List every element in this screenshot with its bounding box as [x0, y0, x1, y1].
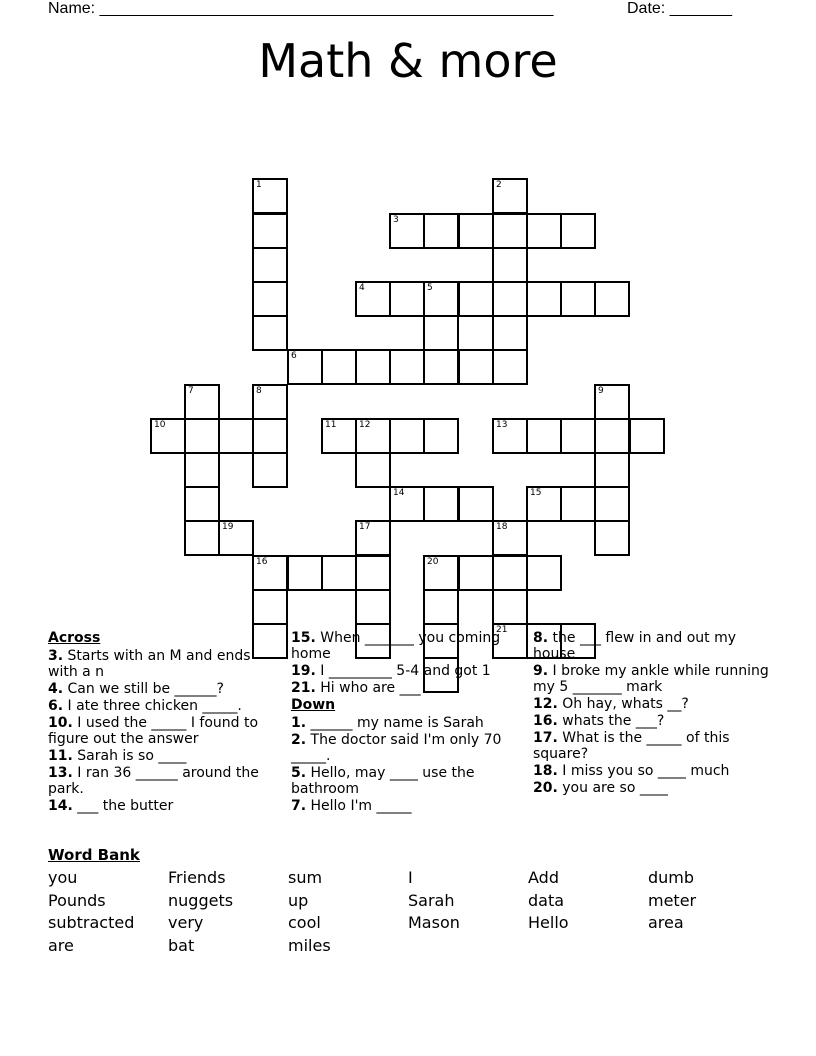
across-clues-column-1 [48, 630, 280, 815]
word-bank-word: are [48, 936, 74, 955]
clue-number: 3 [393, 215, 399, 225]
clue-down-2: 2. The doctor said I'm only 70 _____. [291, 732, 502, 764]
word-bank-word: up [288, 891, 309, 910]
word-bank-word: Mason [408, 913, 460, 932]
grid-cell[interactable] [218, 418, 254, 454]
grid-cell[interactable] [252, 452, 288, 488]
word-bank-word: bat [168, 936, 195, 955]
grid-cell[interactable] [252, 555, 288, 591]
word-bank-word: I [408, 868, 413, 887]
clue-across-21: 21. Hi who are ___ [291, 680, 421, 696]
clue-number: 21 [496, 625, 508, 635]
grid-cell[interactable] [594, 486, 630, 522]
grid-cell[interactable] [389, 486, 425, 522]
clue-number: 4 [359, 283, 365, 293]
down-heading: Down [291, 697, 336, 713]
word-bank-word: Sarah [408, 891, 455, 910]
grid-cell[interactable] [355, 555, 391, 591]
clue-down-16: 16. whats the ___? [533, 713, 665, 729]
clue-down-20: 20. you are so ____ [533, 780, 668, 796]
clue-number: 15 [530, 488, 542, 498]
grid-cell[interactable] [594, 418, 630, 454]
page-title: Math & more [258, 34, 558, 88]
clue-across-6: 6. I ate three chicken _____. [48, 698, 242, 714]
clue-down-7: 7. Hello I'm _____ [291, 798, 412, 814]
grid-cell[interactable] [252, 213, 288, 249]
grid-cell[interactable] [629, 418, 665, 454]
clue-number: 9 [598, 386, 604, 396]
grid-cell[interactable] [492, 520, 528, 556]
grid-cell[interactable] [492, 315, 528, 351]
grid-cell[interactable] [252, 384, 288, 420]
date-field-label: Date: _______ [627, 0, 732, 17]
grid-cell[interactable] [492, 349, 528, 385]
word-bank-word: Pounds [48, 891, 106, 910]
word-bank-word: meter [648, 891, 697, 910]
grid-cell[interactable] [355, 520, 391, 556]
grid-cell[interactable] [594, 520, 630, 556]
grid-cell[interactable] [355, 589, 391, 625]
grid-cell[interactable] [423, 281, 459, 317]
grid-cell[interactable] [492, 178, 528, 214]
word-bank-word: you [48, 868, 78, 887]
grid-cell[interactable] [355, 452, 391, 488]
word-bank-word: subtracted [48, 913, 135, 932]
grid-cell[interactable] [458, 281, 494, 317]
clue-across-13: 13. I ran 36 ______ around the park. [48, 765, 259, 797]
grid-cell[interactable] [423, 349, 459, 385]
grid-cell[interactable] [184, 384, 220, 420]
grid-cell[interactable] [492, 247, 528, 283]
grid-cell[interactable] [184, 486, 220, 522]
grid-cell[interactable] [423, 418, 459, 454]
grid-cell[interactable] [252, 589, 288, 625]
grid-cell[interactable] [150, 418, 186, 454]
grid-cell[interactable] [218, 520, 254, 556]
grid-cell[interactable] [321, 418, 357, 454]
grid-cell[interactable] [423, 589, 459, 625]
grid-cell[interactable] [287, 555, 323, 591]
grid-cell[interactable] [355, 349, 391, 385]
word-bank-word: area [648, 913, 684, 932]
grid-cell[interactable] [252, 178, 288, 214]
grid-cell[interactable] [389, 281, 425, 317]
clue-number: 18 [496, 522, 508, 532]
grid-cell[interactable] [423, 555, 459, 591]
grid-cell[interactable] [594, 281, 630, 317]
clue-number: 14 [393, 488, 405, 498]
clue-across-4: 4. Can we still be ______? [48, 681, 224, 697]
word-bank-word: Hello [528, 913, 569, 932]
grid-cell[interactable] [560, 281, 596, 317]
grid-cell[interactable] [526, 555, 562, 591]
word-bank-word: sum [288, 868, 323, 887]
word-bank-word: data [528, 891, 565, 910]
grid-cell[interactable] [492, 213, 528, 249]
grid-cell[interactable] [423, 213, 459, 249]
clue-down-17: 17. What is the _____ of this square? [533, 730, 730, 762]
clue-down-8: 8. the ___ flew in and out my house [533, 630, 737, 662]
grid-cell[interactable] [252, 281, 288, 317]
clue-number: 5 [427, 283, 433, 293]
word-bank-word: miles [288, 936, 331, 955]
grid-cell[interactable] [321, 555, 357, 591]
grid-cell[interactable] [526, 486, 562, 522]
grid-cell[interactable] [458, 349, 494, 385]
grid-cell[interactable] [252, 247, 288, 283]
grid-cell[interactable] [423, 315, 459, 351]
word-bank-word: very [168, 913, 204, 932]
grid-cell[interactable] [492, 281, 528, 317]
clue-number: 7 [188, 386, 194, 396]
grid-cell[interactable] [355, 281, 391, 317]
grid-cell[interactable] [389, 213, 425, 249]
word-bank-title: Word Bank [48, 846, 140, 864]
clue-down-1: 1. ______ my name is Sarah [291, 715, 484, 731]
word-bank-word: Friends [168, 868, 226, 887]
grid-cell[interactable] [526, 281, 562, 317]
grid-cell[interactable] [423, 486, 459, 522]
word-bank-word: Add [528, 868, 559, 887]
grid-cell[interactable] [321, 349, 357, 385]
clue-number: 12 [359, 420, 371, 430]
clue-number: 20 [427, 557, 439, 567]
word-bank-word: cool [288, 913, 321, 932]
grid-cell[interactable] [389, 349, 425, 385]
grid-cell[interactable] [458, 486, 494, 522]
clue-down-9: 9. I broke my ankle while running my 5 _______ mark [533, 663, 769, 695]
clue-number: 11 [325, 420, 337, 430]
grid-cell[interactable] [492, 418, 528, 454]
grid-cell[interactable] [492, 589, 528, 625]
grid-cell[interactable] [492, 555, 528, 591]
clue-down-12: 12. Oh hay, whats __? [533, 696, 689, 712]
clue-number: 2 [496, 180, 502, 190]
clue-number: 8 [256, 386, 262, 396]
grid-cell[interactable] [184, 520, 220, 556]
clue-number: 13 [496, 420, 508, 430]
clue-number: 16 [256, 557, 268, 567]
clue-across-15: 15. When _______ you coming home [291, 630, 501, 662]
clue-across-10: 10. I used the _____ I found to figure out the answer [48, 715, 259, 747]
grid-cell[interactable] [526, 213, 562, 249]
grid-cell[interactable] [594, 384, 630, 420]
grid-cell[interactable] [560, 486, 596, 522]
clue-across-19: 19. I _________ 5-4 and got 1 [291, 663, 491, 679]
down-clues-column-3 [533, 630, 773, 797]
grid-cell[interactable] [458, 555, 494, 591]
grid-cell[interactable] [560, 418, 596, 454]
grid-cell[interactable] [252, 315, 288, 351]
grid-cell[interactable] [355, 418, 391, 454]
grid-cell[interactable] [560, 213, 596, 249]
clue-number: 6 [291, 351, 297, 361]
across-heading: Across [48, 630, 101, 646]
word-bank-word: dumb [648, 868, 695, 887]
grid-cell[interactable] [184, 418, 220, 454]
clue-across-11: 11. Sarah is so ____ [48, 748, 187, 764]
clue-down-5: 5. Hello, may ____ use the bathroom [291, 765, 475, 797]
grid-cell[interactable] [287, 349, 323, 385]
grid-cell[interactable] [184, 452, 220, 488]
clue-across-3: 3. Starts with an M and ends with a n [48, 648, 251, 680]
clue-number: 17 [359, 522, 371, 532]
name-field-label: Name: ___________________________________________________ [48, 0, 554, 17]
grid-cell[interactable] [526, 418, 562, 454]
clue-down-18: 18. I miss you so ____ much [533, 763, 730, 779]
grid-cell[interactable] [594, 452, 630, 488]
clue-number: 10 [154, 420, 166, 430]
word-bank-word: nuggets [168, 891, 234, 910]
clues-column-2 [291, 630, 523, 815]
grid-cell[interactable] [458, 213, 494, 249]
clue-number: 1 [256, 180, 262, 190]
grid-cell[interactable] [252, 418, 288, 454]
clue-across-14: 14. ___ the butter [48, 798, 174, 814]
grid-cell[interactable] [389, 418, 425, 454]
clue-number: 19 [222, 522, 234, 532]
